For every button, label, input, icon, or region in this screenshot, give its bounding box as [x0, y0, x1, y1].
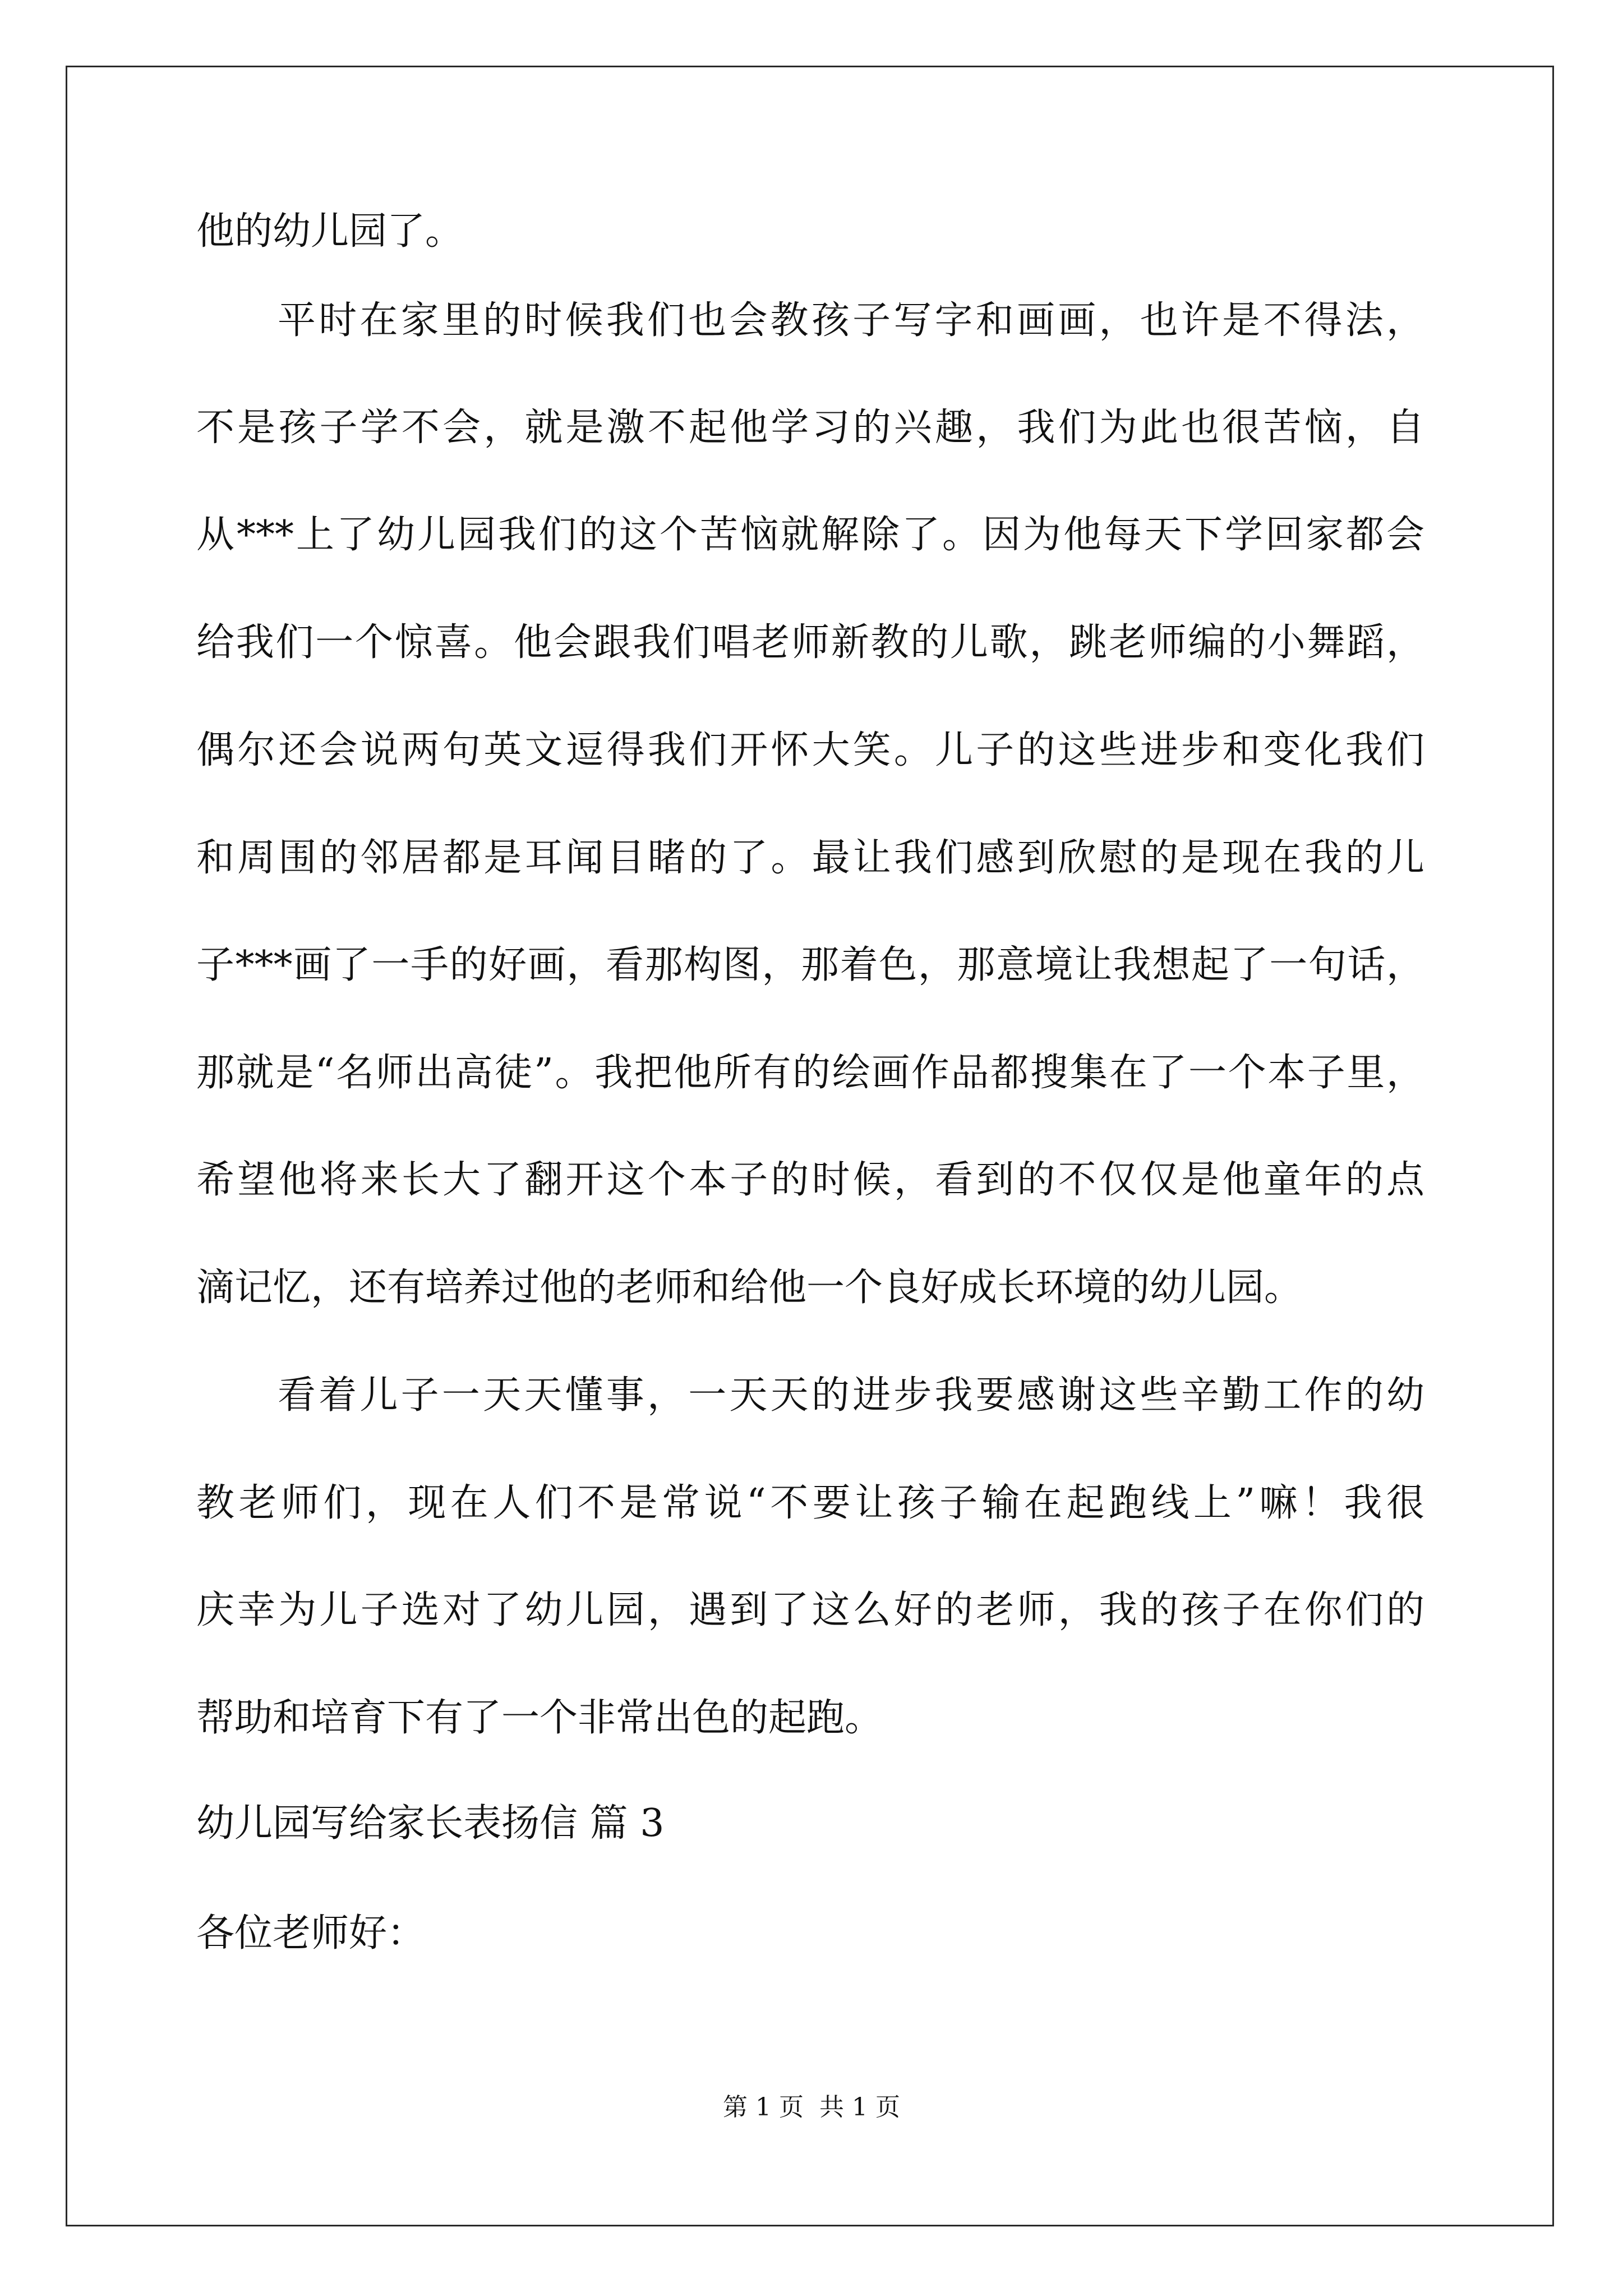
paragraph-line: 那就是“名师出高徒”。我把他所有的绘画作品都搜集在了一个本子里， — [196, 1051, 1424, 1095]
page-number: 第 1 页 共 1 页 — [723, 2093, 900, 2122]
paragraph-line: 看着儿子一天天懂事，一天天的进步我要感谢这些辛勤工作的幼 — [278, 1373, 1424, 1418]
paragraph-line: 帮助和培育下有了一个非常出色的起跑。 — [196, 1696, 883, 1740]
paragraph-line: 给我们一个惊喜。他会跟我们唱老师新教的儿歌，跳老师编的小舞蹈， — [196, 620, 1424, 665]
paragraph-line: 教老师们，现在人们不是常说“不要让孩子输在起跑线上”嘛！我很 — [196, 1481, 1424, 1525]
paragraph-line: 从***上了幼儿园我们的这个苦恼就解除了。因为他每天下学回家都会 — [196, 513, 1424, 557]
paragraph-line: 偶尔还会说两句英文逗得我们开怀大笑。儿子的这些进步和变化我们 — [196, 728, 1424, 772]
paragraph-line: 平时在家里的时候我们也会教孩子写字和画画，也许是不得法， — [278, 298, 1424, 343]
paragraph-line: 滴记忆，还有培养过他的老师和给他一个良好成长环境的幼儿园。 — [196, 1266, 1303, 1310]
page-border — [66, 66, 1554, 2226]
paragraph-line: 庆幸为儿子选对了幼儿园，遇到了这么好的老师，我的孩子在你们的 — [196, 1588, 1424, 1632]
paragraph-line: 不是孩子学不会，就是激不起他学习的兴趣，我们为此也很苦恼，自 — [196, 406, 1424, 450]
salutation: 各位老师好： — [196, 1911, 426, 1955]
paragraph-line: 和周围的邻居都是耳闻目睹的了。最让我们感到欣慰的是现在我的儿 — [196, 836, 1424, 880]
paragraph-line: 他的幼儿园了。 — [196, 209, 464, 254]
paragraph-line: 子***画了一手的好画，看那构图，那着色，那意境让我想起了一句话， — [196, 943, 1424, 987]
paragraph-line: 希望他将来长大了翻开这个本子的时候，看到的不仅仅是他童年的点 — [196, 1158, 1424, 1202]
section-heading: 幼儿园写给家长表扬信 篇 3 — [196, 1801, 665, 1846]
